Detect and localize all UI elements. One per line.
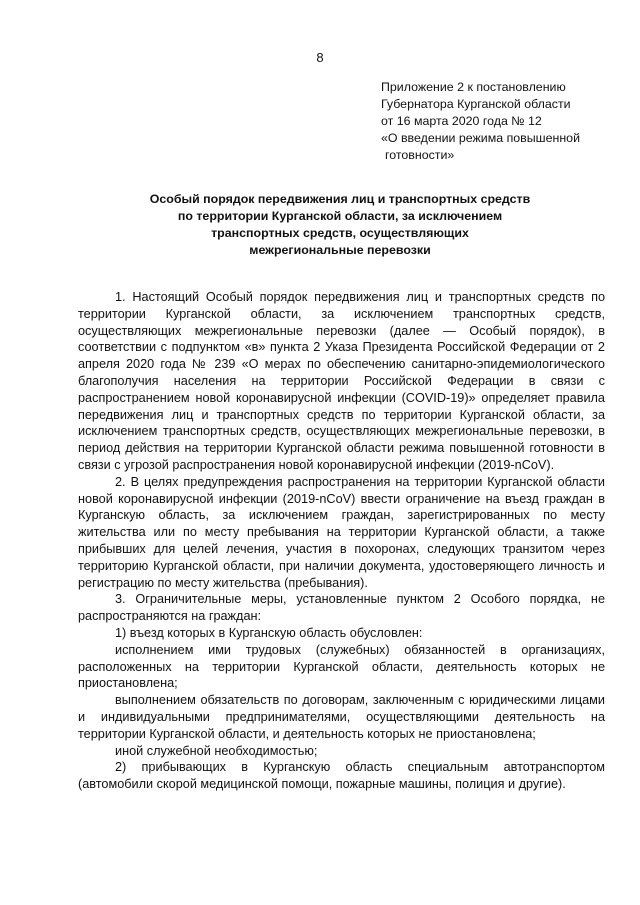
page-number: 8: [316, 50, 324, 65]
title-line: транспортных средств, осуществляющих: [211, 226, 469, 240]
paragraph-2: 2. В целях предупреждения распространения на территории Курганской области новой коронавирусной инфекции (2019-nCoV) ввести ограничение на въезд граждан в Курганскую область, за исключением граждан, зарегистрированных по месту жительства или по месту пребывания на территории Курганской области, а также прибывших для целей лечения, участия в похоронах, следующих транзитом через территорию Курганской области, при наличии документа, удостоверяющего личность и регистрацию по месту жительства (пребывания).: [78, 474, 605, 590]
paragraph-3: 3. Ограничительные меры, установленные пунктом 2 Особого порядка, не распространяются на граждан:: [78, 592, 605, 624]
appendix-line: Приложение 2 к постановлению: [381, 80, 566, 94]
title-line: по территории Курганской области, за исключением: [177, 209, 503, 223]
title-line: Особый порядок передвижения лиц и транспортных средств: [149, 192, 531, 206]
appendix-reference: [381, 79, 611, 164]
paragraph-3-1: 1) въезд которых в Курганскую область обусловлен:: [115, 625, 423, 640]
appendix-line: от 16 марта 2020 года № 12: [381, 114, 542, 128]
document-body: [78, 289, 605, 793]
appendix-line: готовности»: [385, 148, 455, 162]
appendix-line: «О введении режима повышенной: [381, 131, 580, 145]
document-title: [60, 191, 620, 259]
paragraph-3-2: 2) прибывающих в Курганскую область специальным автотранспортом (автомобили скорой медицинской помощи, пожарные машины, полиция и другие).: [78, 760, 605, 792]
title-line: межрегиональные перевозки: [249, 243, 431, 257]
paragraph-3-1-b: выполнением обязательств по договорам, заключенным с юридическими лицами и индивидуальными предпринимателями, осуществляющими деятельность на территории Курганской области, и деятельность которых не приостановлена;: [78, 693, 605, 741]
paragraph-1: 1. Настоящий Особый порядок передвижения лиц и транспортных средств по территории Курганской области, за исключением транспортных средств, осуществляющих межрегиональные перевозки (далее — Особый порядок), в соответствии с подпунктом «в» пункта 2 Указа Президента Российской Федерации от 2 апреля 2020 года № 239 «О мерах по обеспечению санитарно-эпидемиологического благополучия населения на территории Российской Федерации в связи с распространением новой коронавирусной инфекции (COVID-19)» определяет правила передвижения лиц и транспортных средств по территории Курганской области, за исключением транспортных средств, осуществляющих межрегиональные перевозки, в период действия на территории Курганской области режима повышенной готовности в связи с угрозой распространения новой коронавирусной инфекции (2019-nCoV).: [78, 290, 605, 472]
appendix-line: Губернатора Курганской области: [381, 97, 571, 111]
paragraph-3-1-a: исполнением ими трудовых (служебных) обязанностей в организациях, расположенных на территории Курганской области, деятельность которых не приостановлена;: [78, 642, 605, 691]
paragraph-3-1-c: иной служебной необходимостью;: [115, 743, 318, 758]
